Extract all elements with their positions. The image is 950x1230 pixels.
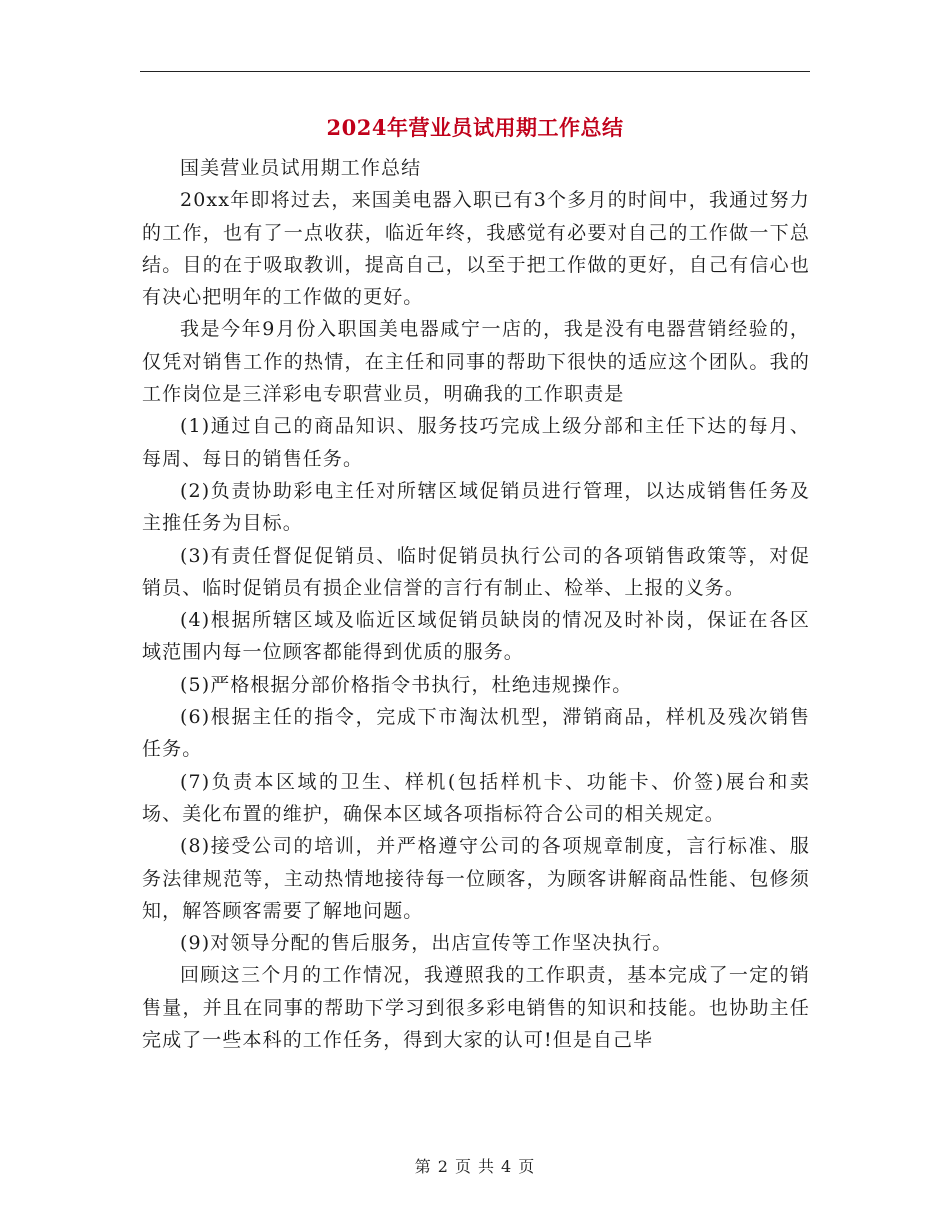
paragraph-subtitle: 国美营业员试用期工作总结 (180, 157, 422, 179)
duty-item-5: (5)严格根据分部价格指令书执行，杜绝违规操作。 (180, 673, 633, 696)
footer-page-number: 2 (437, 1157, 449, 1176)
duty-item-8: (8)接受公司的培训，并严格遵守公司的各项规章制度，言行标准、服务法律规范等，主动热情地接待每一位顾客，为顾客讲解商品性能、包修须知，解答顾客需要了解地问题。 (142, 835, 810, 922)
footer-middle: 页 共 (454, 1157, 496, 1176)
duty-item-3: (3)有责任督促促销员、临时促销员执行公司的各项销售政策等，对促销员、临时促销员有损企业信誉的言行有制止、检举、上报的义务。 (142, 544, 810, 599)
duty-item-7: (7)负责本区域的卫生、样机(包括样机卡、功能卡、价签)展台和卖场、美化布置的维护，确保本区域各项指标符合公司的相关规定。 (142, 770, 810, 825)
duty-item-1: (1)通过自己的商品知识、服务技巧完成上级分部和主任下达的每月、每周、每日的销售任务。 (142, 415, 810, 470)
paragraph-duties-intro: 我是今年9月份入职国美电器咸宁一店的，我是没有电器营销经验的，仅凭对销售工作的热情，在主任和同事的帮助下很快的适应这个团队。我的工作岗位是三洋彩电专职营业员，明确我的工作职责是 (142, 318, 810, 406)
paragraph-intro: 20xx年即将过去，来国美电器入职已有3个多月的时间中，我通过努力的工作，也有了一点收获，临近年终，我感觉有必要对自己的工作做一下总结。目的在于吸取教训，提高自己，以至于把工作做的更好，自己有信心也有决心把明年的工作做的更好。 (142, 189, 810, 309)
document-body (142, 152, 810, 1056)
footer-suffix: 页 (518, 1157, 536, 1176)
duty-item-2: (2)负责协助彩电主任对所辖区域促销员进行管理，以达成销售任务及主推任务为目标。 (142, 479, 810, 535)
page-footer (0, 1154, 950, 1177)
footer-page-total: 4 (501, 1157, 513, 1176)
paragraph-review: 回顾这三个月的工作情况，我遵照我的工作职责，基本完成了一定的销售量，并且在同事的帮助下学习到很多彩电销售的知识和技能。也协助主任完成了一些本科的工作任务，得到大家的认可!但是自己毕 (142, 964, 810, 1052)
duty-item-9: (9)对领导分配的售后服务，出店宣传等工作坚决执行。 (180, 932, 673, 955)
footer-prefix: 第 (414, 1157, 432, 1176)
duty-item-4: (4)根据所辖区域及临近区域促销员缺岗的情况及时补岗，保证在各区域范围内每一位顾客都能得到优质的服务。 (142, 609, 810, 664)
duty-item-6: (6)根据主任的指令，完成下市淘汰机型，滞销商品，样机及残次销售任务。 (142, 706, 810, 761)
header-rule (140, 71, 810, 72)
document-title: 2024年营业员试用期工作总结 (326, 115, 624, 140)
